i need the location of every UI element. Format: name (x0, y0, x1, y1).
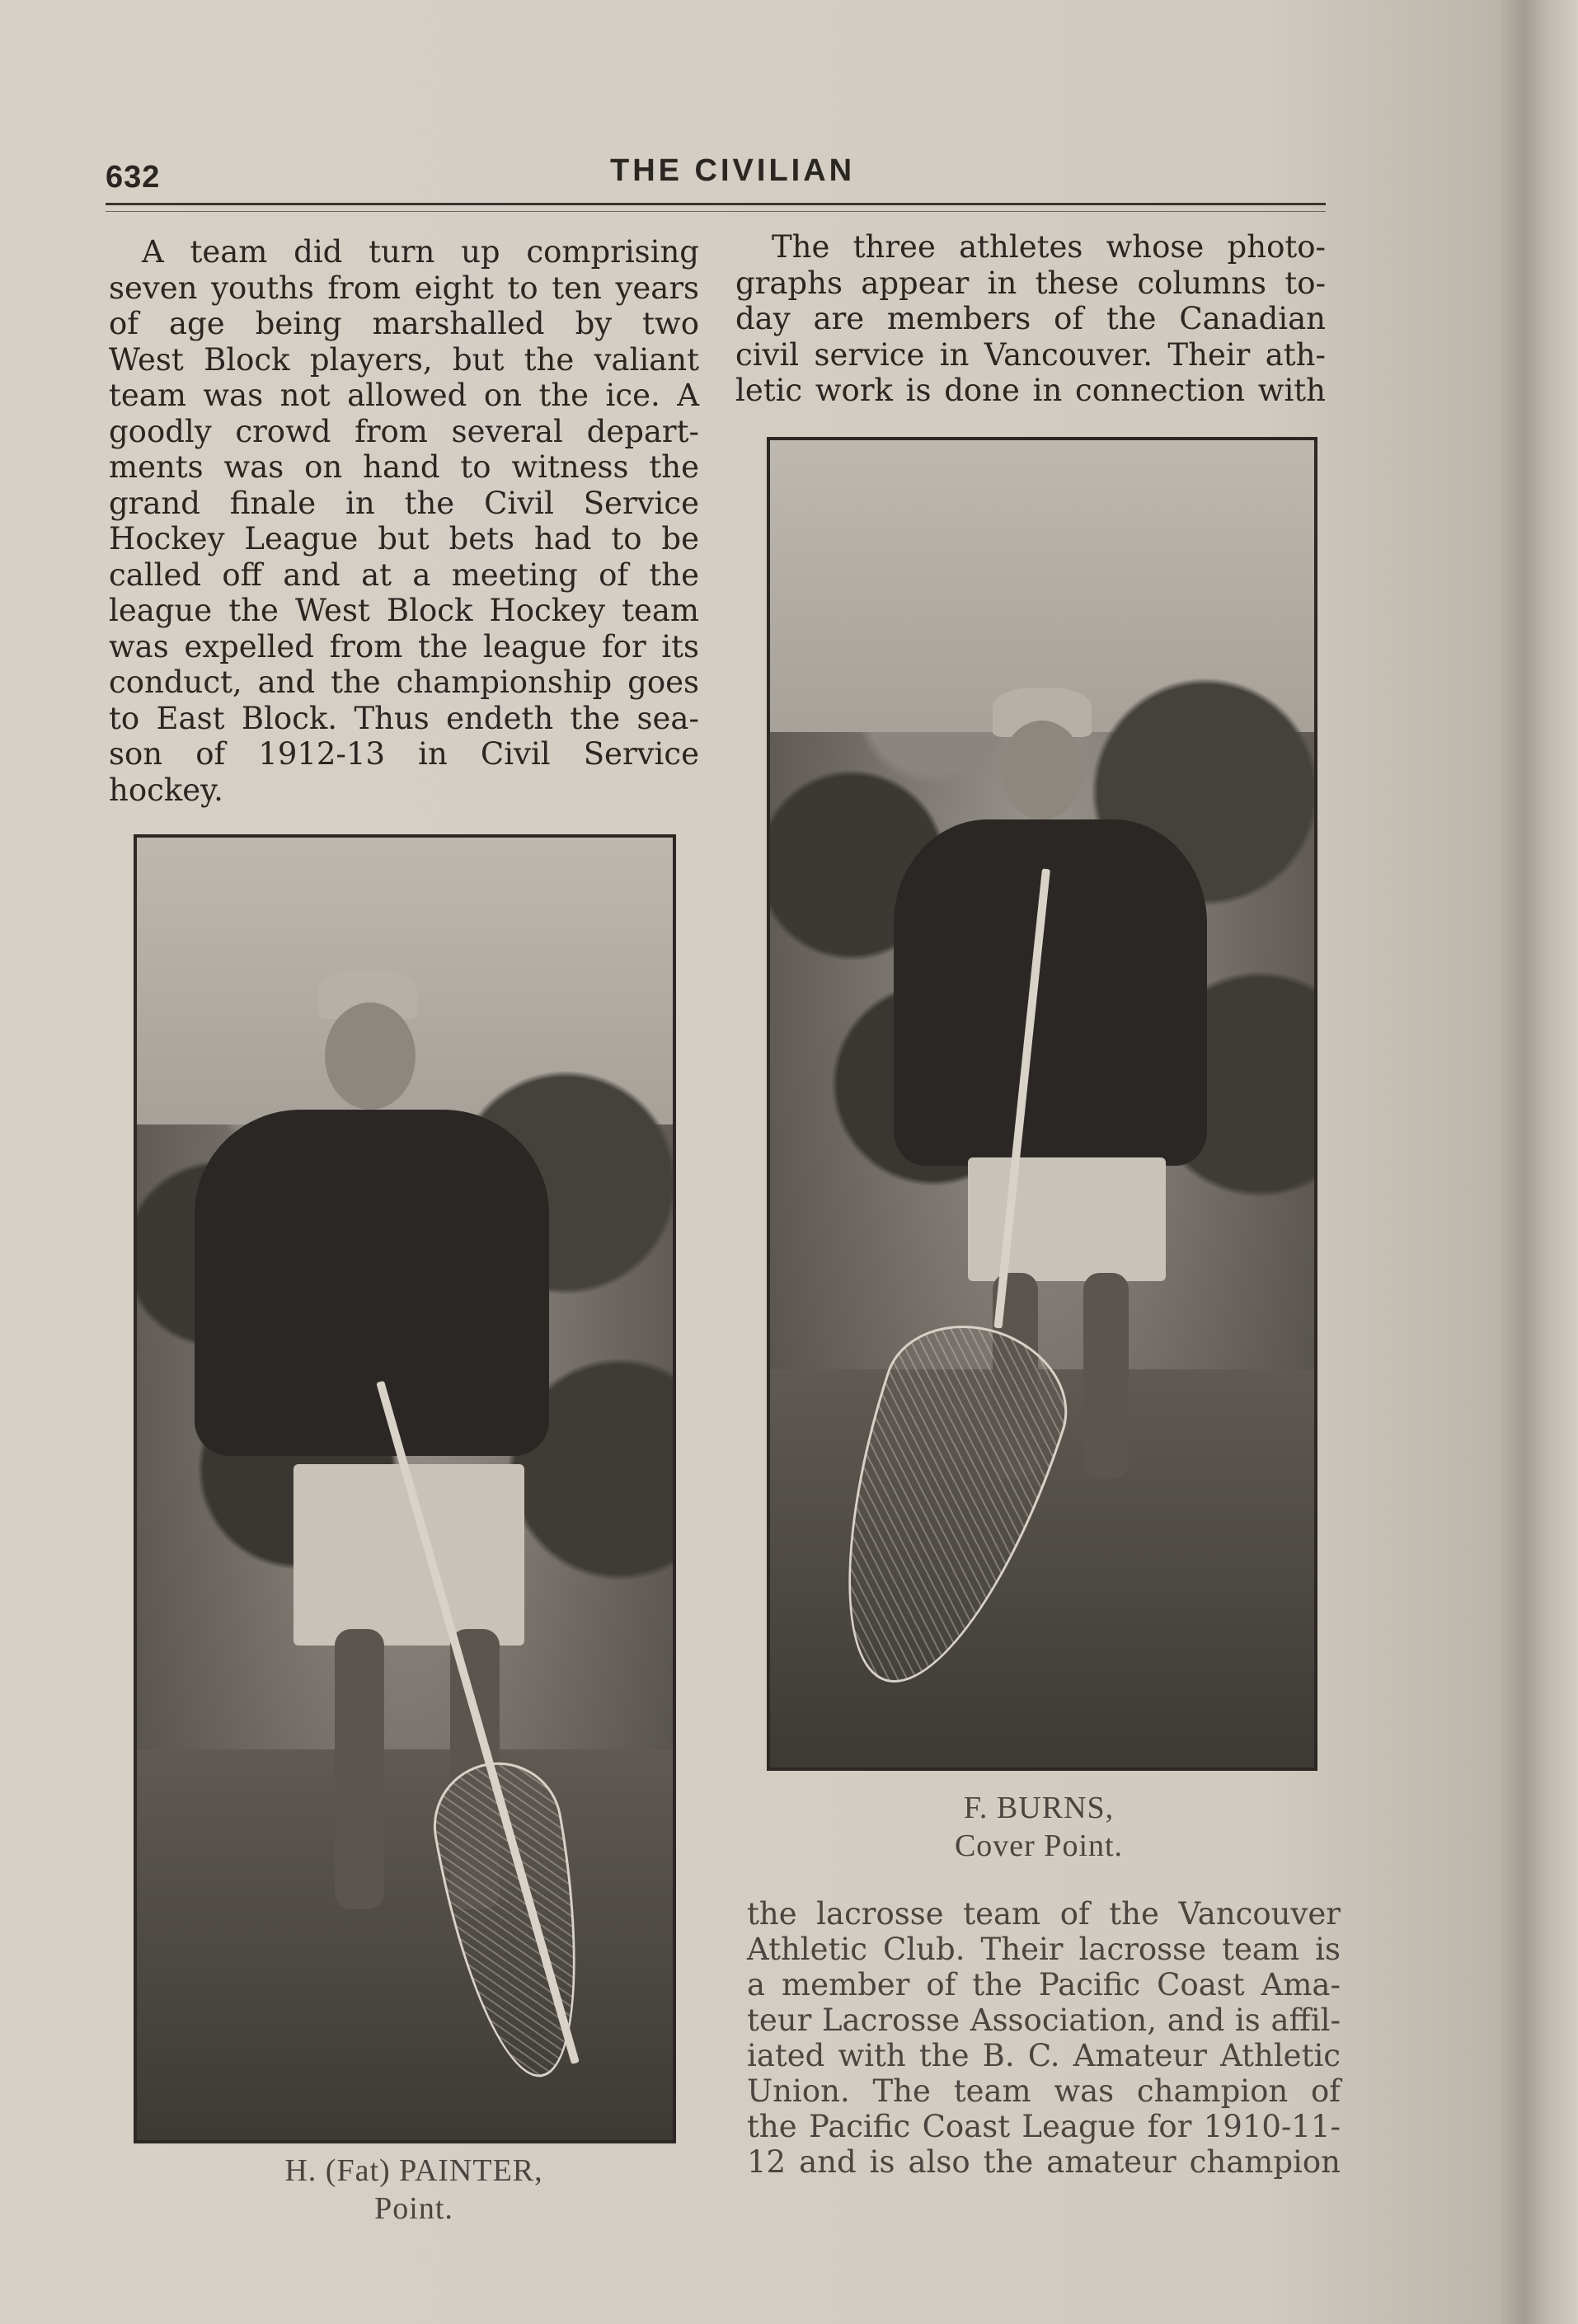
text-line: conduct, and the championship goes (109, 664, 699, 700)
text-line: team was not allowed on the ice. A (109, 378, 699, 413)
page-header (106, 153, 1326, 203)
text-line: to East Block. Thus endeth the sea- (109, 700, 699, 736)
text-line: iated with the B. C. Amateur Athletic (747, 2038, 1341, 2073)
header-rule (106, 203, 1326, 205)
right-column-bottom-text (747, 1896, 1341, 2180)
text-line: grand finale in the Civil Service (109, 485, 699, 521)
caption-position: Cover Point. (954, 1829, 1124, 1863)
text-line: A team did turn up comprising (142, 234, 699, 270)
caption-position: Point. (374, 2191, 453, 2226)
text-line: 12 and is also the amateur champion (747, 2144, 1341, 2180)
photo-h-painter (134, 834, 676, 2143)
text-line: a member of the Pacific Coast Ama- (747, 1967, 1341, 2002)
text-line: the lacrosse team of the Vancouver (747, 1896, 1341, 1932)
text-line: of age being marshalled by two (109, 306, 699, 341)
text-line: goodly crowd from several depart- (109, 413, 699, 449)
page-number: 632 (106, 160, 161, 195)
caption-f-burns (767, 1789, 1311, 1865)
text-line: the Pacific Coast League for 1910-11- (747, 2109, 1341, 2144)
text-line: hockey. (109, 772, 223, 808)
text-line: son of 1912-13 in Civil Service (109, 736, 699, 772)
text-line: Hockey League but bets had to be (109, 521, 699, 556)
caption-name: F. BURNS, (963, 1791, 1115, 1825)
text-line: day are members of the Canadian (735, 301, 1326, 336)
text-line: Union. The team was champion of (747, 2073, 1341, 2109)
text-line: called off and at a meeting of the (109, 556, 699, 593)
text-line: The three athletes whose photo- (772, 229, 1326, 265)
running-title: THE CIVILIAN (610, 153, 856, 188)
text-line: civil service in Vancouver. Their ath- (735, 336, 1326, 373)
book-spine-shadow (1501, 0, 1578, 2324)
text-line: graphs appear in these columns to- (735, 265, 1326, 301)
text-line: league the West Block Hockey team (109, 593, 699, 628)
text-line: was expelled from the league for its (109, 628, 699, 664)
left-column-text (109, 234, 699, 808)
photo-f-burns (767, 437, 1317, 1771)
text-line: Athletic Club. Their lacrosse team is (747, 1932, 1341, 1967)
text-line: teur Lacrosse Association, and is affil- (747, 2002, 1341, 2038)
text-line: ments was on hand to witness the (109, 449, 699, 485)
caption-name: H. (Fat) PAINTER, (284, 2153, 543, 2188)
caption-h-painter (134, 2152, 694, 2228)
header-rule-thin (106, 211, 1326, 212)
text-line: seven youths from eight to ten years (109, 270, 699, 306)
text-line: letic work is done in connection with (735, 373, 1326, 408)
right-column-top-text (735, 229, 1326, 409)
text-line: West Block players, but the valiant (109, 341, 699, 378)
